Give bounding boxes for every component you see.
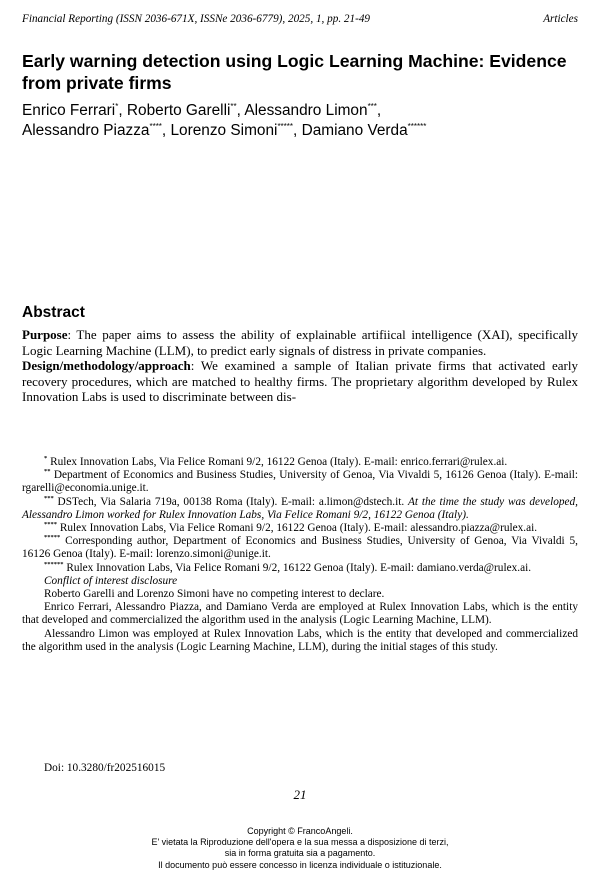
copyright-line: Copyright © FrancoAngeli. — [247, 826, 353, 836]
abstract-design: Design/methodology/approach: We examined a sample of Italian private firms that activated early recovery procedures, which are matched to healthy firms. The proprietary algorithm developed by Rulex Innovation Labs is used to discriminate between dis- — [22, 358, 578, 405]
footnote: * Rulex Innovation Labs, Via Felice Romani 9/2, 16122 Genoa (Italy). E-mail: enrico.ferrari@rulex.ai. — [44, 455, 508, 468]
footnote: ****** Rulex Innovation Labs, Via Felice Romani 9/2, 16122 Genoa (Italy). E-mail: damiano.verda@rulex.ai. — [44, 560, 532, 574]
author: Alessandro Piazza****, — [22, 121, 171, 139]
section-label: Articles — [543, 13, 578, 25]
author: Damiano Verda****** — [301, 121, 427, 139]
footnote: **** Rulex Innovation Labs, Via Felice Romani 9/2, 16122 Genoa (Italy). E-mail: alessandro.piazza@rulex.ai. — [44, 521, 538, 535]
design-label: Design/methodology/approach — [22, 358, 191, 374]
author: Alessandro Limon***, — [244, 101, 382, 119]
abstract-body — [22, 327, 578, 405]
running-header — [22, 13, 578, 25]
copyright-line: sia in forma gratuita sia a pagamento. — [224, 848, 376, 859]
footnote: *** DSTech, Via Salaria 719a, 00138 Roma (Italy). E-mail: a.limon@dstech.it. At the time the study was developed, Alessandro Limon worked for Rulex Innovation Labs, Via Felice Romani 9/2, 16122 Genoa (Italy). — [22, 494, 578, 521]
author: Enrico Ferrari*, — [22, 101, 127, 119]
page-number: 21 — [293, 787, 307, 802]
coi-paragraph: Roberto Garelli and Lorenzo Simoni have no competing interest to declare. — [44, 588, 385, 601]
author: Roberto Garelli**, — [126, 101, 245, 119]
copyright-line: Il documento può essere concesso in licenza individuale o istituzionale. — [158, 859, 442, 870]
journal-citation: Financial Reporting (ISSN 2036-671X, ISSNe 2036-6779), 2025, 1, pp. 21-49 — [22, 13, 371, 25]
conflict-of-interest-heading: Conflict of interest disclosure — [44, 574, 178, 587]
author: Lorenzo Simoni*****, — [170, 121, 302, 139]
footnotes — [22, 456, 578, 654]
footnote: ** Department of Economics and Business Studies, University of Genoa, Via Vivaldi 5, 16126 Genoa (Italy). E-mail: rgarelli@economia.unige.it. — [22, 468, 578, 495]
article-title: Early warning detection using Logic Learning Machine: Evidence from private firms — [22, 51, 567, 93]
footnote: ***** Corresponding author, Department of Economics and Business Studies, University of Genoa, Via Vivaldi 5, 16126 Genoa (Italy). E-mail: lorenzo.simoni@unige.it. — [22, 534, 578, 561]
copyright-notice — [0, 826, 600, 871]
author-list — [22, 101, 592, 141]
abstract-purpose: Purpose: The paper aims to assess the ability of explainable artifiical intelligence (XAI), specifically Logic Learning Machine (LLM), to predict early signals of distress in private companies. — [22, 327, 578, 358]
abstract-heading: Abstract — [22, 304, 85, 321]
copyright-line: E' vietata la Riproduzione dell'opera e la sua messa a disposizione di terzi, — [151, 837, 449, 848]
purpose-label: Purpose — [22, 327, 68, 342]
coi-paragraph: Enrico Ferrari, Alessandro Piazza, and Damiano Verda are employed at Rulex Innovation Labs, which is the entity that developed and commercialized the algorithm used in the analysis (Logic Learning Machine, LLM). — [22, 601, 578, 627]
coi-paragraph: Alessandro Limon was employed at Rulex Innovation Labs, which is the entity that developed and commercialized the algorithm used in the analysis (Logic Learning Machine, LLM), during the initial stages of this study. — [22, 627, 578, 653]
doi: Doi: 10.3280/fr202516015 — [44, 762, 166, 774]
